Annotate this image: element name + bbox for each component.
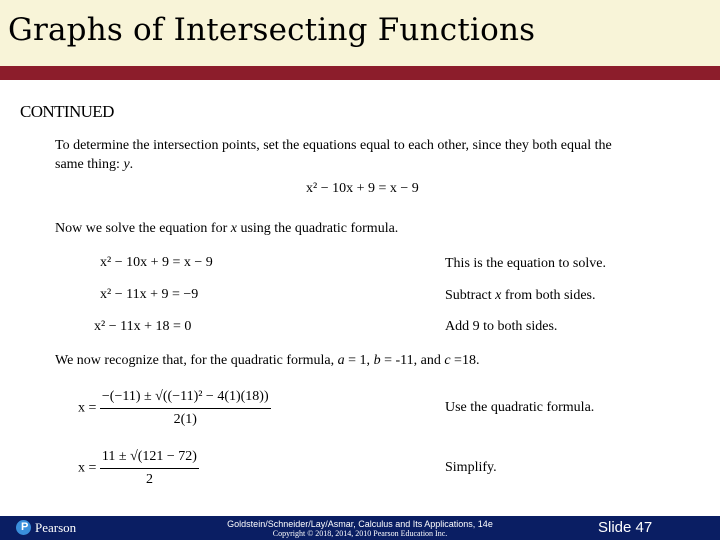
step-1-note: This is the equation to solve. <box>445 256 606 271</box>
book-citation: Goldstein/Schneider/Lay/Asmar, Calculus and Its Applications, 14e <box>227 519 493 529</box>
step-2-note-var: x <box>495 288 502 303</box>
step-2-equation: x² − 11x + 9 = −9 <box>100 287 199 302</box>
footer-bar <box>0 516 720 540</box>
solve-var: x <box>230 221 237 236</box>
pearson-wordmark: Pearson <box>35 520 77 535</box>
solve-prefix: Now we solve the equation for <box>55 221 231 236</box>
recognize-coefficients <box>55 351 479 370</box>
recognize-prefix: We now recognize that, for the quadratic formula, <box>55 353 338 368</box>
coef-b-var: b <box>373 353 381 368</box>
equation-set-equal: x² − 10x + 9 = x − 9 <box>306 181 419 196</box>
step-3-equation: x² − 11x + 18 = 0 <box>94 319 192 334</box>
solve-instruction <box>55 219 398 238</box>
formula2-numerator: 11 ± √(121 − 72) <box>100 446 199 469</box>
formula1-note: Use the quadratic formula. <box>445 400 595 415</box>
step-2-note <box>445 286 595 305</box>
formula2-denominator: 2 <box>145 472 153 487</box>
intro-paragraph <box>55 136 612 174</box>
coef-c-var: c <box>444 353 451 368</box>
step-1-equation: x² − 10x + 9 = x − 9 <box>100 255 213 270</box>
continued-label: CONTINUED <box>20 102 114 121</box>
formula1-numerator: −(−11) ± √((−11)² − 4(1)(18)) <box>100 386 271 409</box>
title-accent-band <box>0 66 720 80</box>
coef-c-value: =18. <box>450 353 480 368</box>
formula1-lhs: x = <box>78 400 97 416</box>
quadratic-formula-substituted <box>78 386 271 431</box>
step-2-note-suffix: from both sides. <box>501 288 596 303</box>
formula2-lhs: x = <box>78 460 97 476</box>
slide-number: Slide 47 <box>598 519 653 536</box>
step-3-note: Add 9 to both sides. <box>445 319 558 334</box>
copyright-notice: Copyright © 2018, 2014, 2010 Pearson Education Inc. <box>272 529 448 538</box>
quadratic-formula-simplified <box>78 446 199 491</box>
formula2-fraction <box>100 446 199 491</box>
intro-var-y: y <box>123 157 130 172</box>
title-bar <box>0 0 720 66</box>
formula1-fraction <box>100 386 271 431</box>
formula2-note: Simplify. <box>445 460 497 475</box>
coef-a-value: = 1, <box>344 353 374 368</box>
slide-title: Graphs of Intersecting Functions <box>8 12 536 48</box>
coef-a-var: a <box>337 353 345 368</box>
solve-suffix: using the quadratic formula. <box>236 221 399 236</box>
step-2-note-prefix: Subtract <box>445 288 496 303</box>
intro-line-1: To determine the intersection points, set the equations equal to each other, since they both equal the <box>55 138 612 153</box>
pearson-logo-letter: P <box>21 521 29 533</box>
intro-line-2-suffix: . <box>129 157 134 172</box>
intro-line-2-prefix: same thing: <box>55 157 124 172</box>
coef-b-value: = -11, and <box>380 353 445 368</box>
footer-credit <box>200 519 520 539</box>
formula1-denominator: 2(1) <box>173 412 197 427</box>
